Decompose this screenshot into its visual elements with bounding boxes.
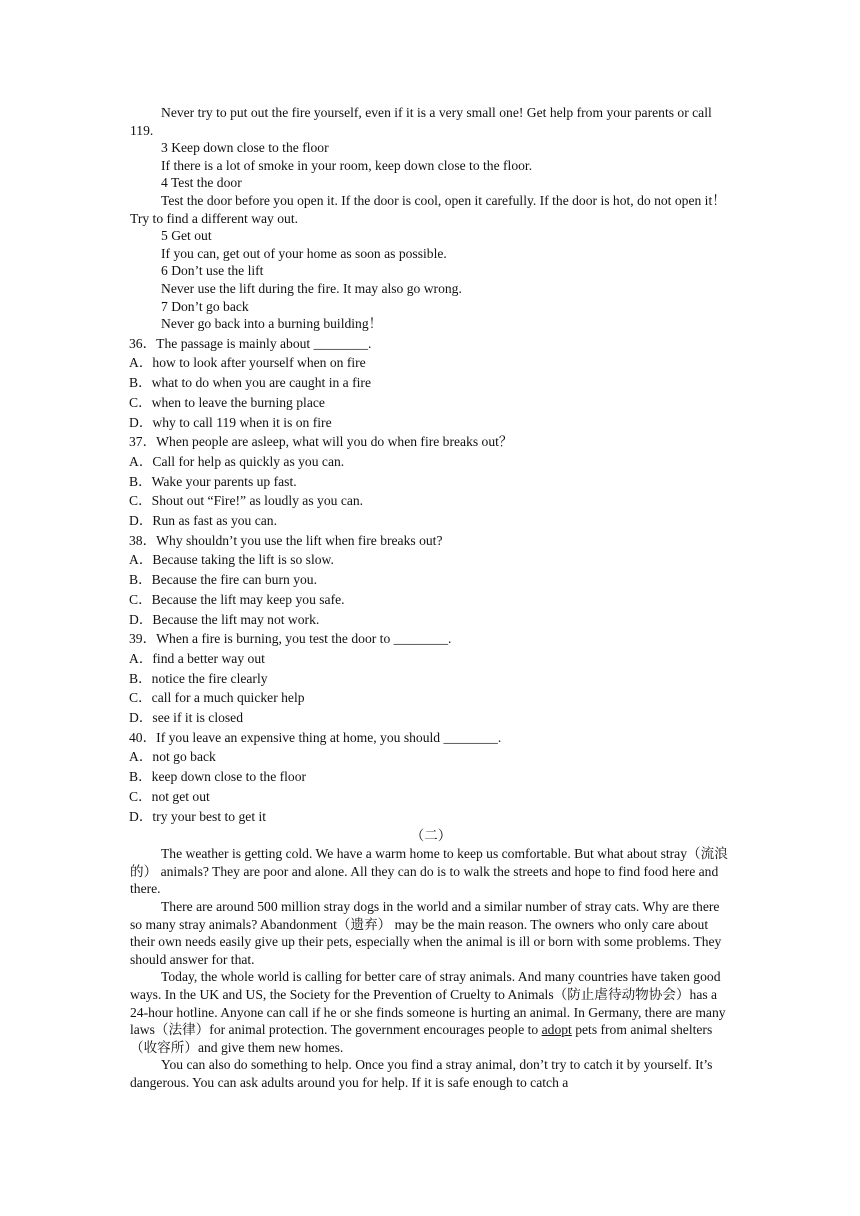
answer-option: A．find a better way out <box>129 650 265 666</box>
paragraph-text: Today, the whole world is calling for better care of stray animals. And many countries have taken good ways. In the UK and US, the Society for the Prevention of Cruelty to Animals（防止虐待动物协会）has a 24-hour hotline. Anyone can call if he or she finds someone is hurting an animal. In Germany, there are many laws（法律）for animal protection. The government encourages people to <box>130 969 726 1038</box>
intro-paragraph: Never try to put out the fire yourself, even if it is a very small one! Get help from your parents or call 119. <box>130 105 712 138</box>
document-page <box>130 104 732 1092</box>
answer-option: D．why to call 119 when it is on fire <box>129 414 332 430</box>
answer-option: B．Because the fire can burn you. <box>129 572 317 588</box>
underlined-word: adopt <box>541 1022 572 1038</box>
answer-option: C．call for a much quicker help <box>129 690 305 706</box>
question-stem: 37．When people are asleep, what will you do when fire breaks out？ <box>129 434 513 450</box>
step-title: 5 Get out <box>161 228 212 244</box>
step-text: If you can, get out of your home as soon as possible. <box>161 245 447 261</box>
answer-option: A．how to look after yourself when on fire <box>129 355 366 371</box>
question-37 <box>130 432 732 531</box>
passage-paragraph: The weather is getting cold. We have a warm home to keep us comfortable. But what about stray（流浪的） animals? They are poor and alone. All they can do is to walk the streets and hope to find food here and there. <box>130 846 728 897</box>
answer-option: A．Because taking the lift is so slow. <box>129 552 334 568</box>
step-title: 6 Don’t use the lift <box>161 263 264 279</box>
question-36 <box>130 334 732 433</box>
question-stem: 36．The passage is mainly about ________. <box>129 335 372 351</box>
step-text: Test the door before you open it. If the door is cool, open it carefully. If the door is hot, do not open it！Try to find a different way out. <box>130 192 726 226</box>
paragraph-text: pets from animal shelters（收容所）and give them new homes. <box>130 1022 713 1055</box>
answer-option: B．notice the fire clearly <box>129 670 268 686</box>
answer-option: B．keep down close to the floor <box>129 769 307 785</box>
answer-option: B．what to do when you are caught in a fire <box>129 375 371 391</box>
answer-option: D．Because the lift may not work. <box>129 611 320 627</box>
step-title: 3 Keep down close to the floor <box>161 140 329 156</box>
answer-option: D．Run as fast as you can. <box>129 513 277 529</box>
question-stem: 40．If you leave an expensive thing at home, you should ________. <box>129 729 502 745</box>
step-text: If there is a lot of smoke in your room, keep down close to the floor. <box>161 157 533 173</box>
step-title: 7 Don’t go back <box>161 298 249 314</box>
passage-paragraph <box>130 968 732 1056</box>
answer-option: D．see if it is closed <box>129 710 244 726</box>
answer-option: A．not go back <box>129 749 216 765</box>
passage-paragraph: There are around 500 million stray dogs in the world and a similar number of stray cats. Why are there so many stray animals? Abandonment（遗弃） may be the main reason. The owners who only care about their own needs easily give up their pets, especially when the animal is ill or born with some problems. They should answer for that. <box>130 899 722 967</box>
answer-option: C．when to leave the burning place <box>129 394 325 410</box>
question-40 <box>130 728 732 827</box>
question-stem: 39．When a fire is burning, you test the door to ________. <box>129 631 452 647</box>
answer-option: A．Call for help as quickly as you can. <box>129 453 345 469</box>
answer-option: C．Because the lift may keep you safe. <box>129 591 345 607</box>
passage-paragraph: You can also do something to help. Once you find a stray animal, don’t try to catch it by yourself. It’s dangerous. You can ask adults around you for help. If it is safe enough to catch a <box>130 1057 713 1091</box>
question-38 <box>130 531 732 630</box>
step-text: Never go back into a burning building！ <box>161 316 383 332</box>
steps-list <box>130 139 732 333</box>
passage-two <box>130 845 732 1091</box>
step-text: Never use the lift during the fire. It may also go wrong. <box>161 280 462 296</box>
question-39 <box>130 629 732 728</box>
answer-option: C．Shout out “Fire!” as loudly as you can. <box>129 493 364 509</box>
answer-option: D．try your best to get it <box>129 808 267 824</box>
question-stem: 38．Why shouldn’t you use the lift when fire breaks out? <box>129 532 443 548</box>
answer-option: B．Wake your parents up fast. <box>129 473 297 489</box>
section-heading: （二） <box>410 828 452 844</box>
step-title: 4 Test the door <box>161 175 242 191</box>
answer-option: C．not get out <box>129 788 210 804</box>
